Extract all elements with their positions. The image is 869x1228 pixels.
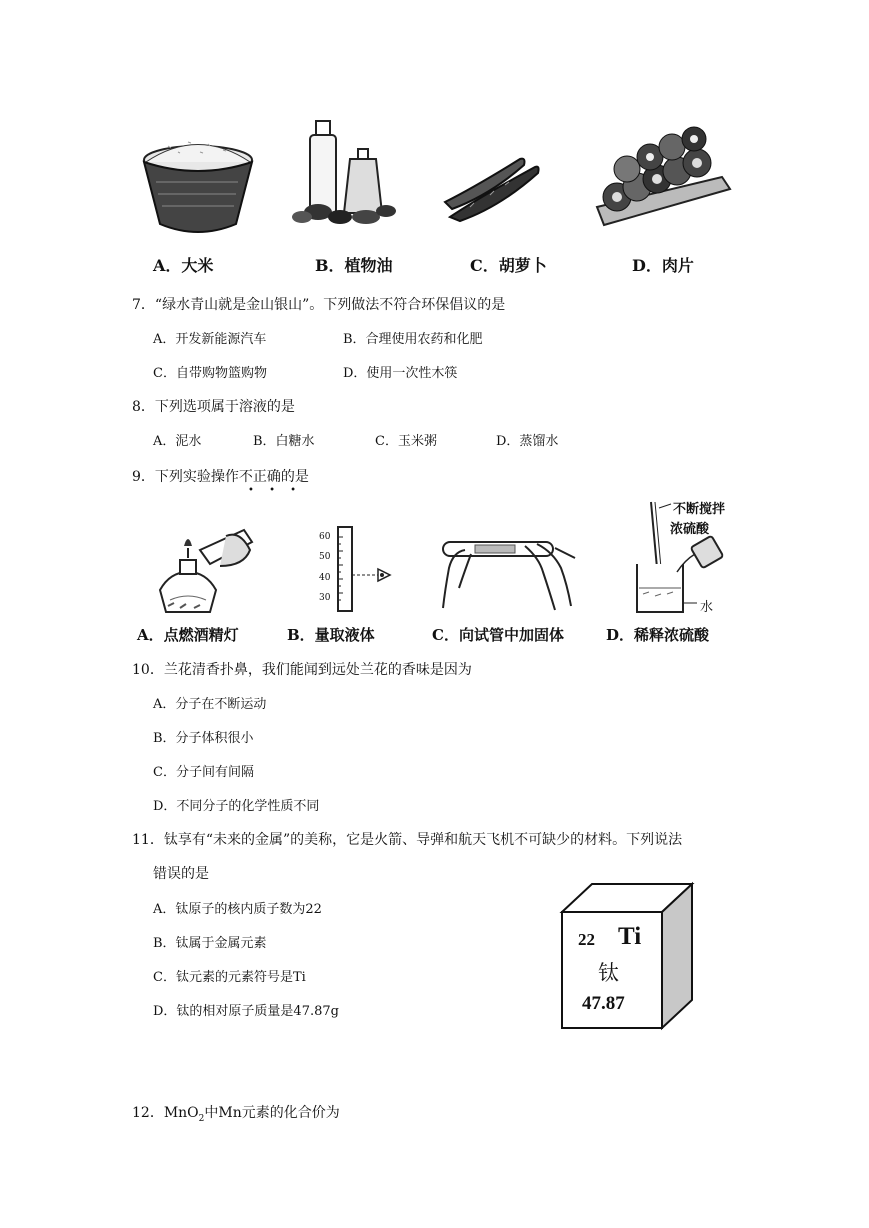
- titanium-element-cube: [558, 880, 698, 1035]
- q8-option-b: B．白糖水: [253, 434, 315, 449]
- q9-caption-b: B．量取液体: [287, 626, 375, 644]
- question-10-stem: 10．兰花清香扑鼻，我们能闻到远处兰花的香味是因为: [132, 662, 472, 678]
- emphasis-dots: • • •: [248, 485, 303, 496]
- q10-option-d: D．不同分子的化学性质不同: [153, 799, 320, 814]
- food-caption-b: B．植物油: [315, 256, 393, 275]
- q11-option-b: B．钛属于金属元素: [153, 936, 267, 951]
- label-conc-acid: 浓硫酸: [670, 522, 710, 537]
- meat-slices-image: [592, 117, 732, 232]
- q7-option-d: D．使用一次性木筷: [343, 366, 458, 381]
- question-7-stem: 7．“绿水青山就是金山银山”。下列做法不符合环保倡议的是: [132, 297, 506, 313]
- test-tube-solid-image: [425, 528, 585, 618]
- lighting-alcohol-lamp-image: [140, 520, 260, 620]
- q12-suffix: 中Mn元素的化合价为: [204, 1105, 340, 1121]
- question-11-stem-line1: 11．钛享有“未来的金属”的美称，它是火箭、导弹和航天飞机不可缺少的材料。下列说法: [132, 832, 683, 848]
- q7-option-a: A．开发新能源汽车: [153, 332, 267, 347]
- q11-option-c: C．钛元素的元素符号是Ti: [153, 970, 306, 985]
- vegetable-oil-image: [288, 117, 403, 227]
- food-caption-a: A．大米: [153, 256, 214, 275]
- label-stir: 不断搅拌: [673, 502, 726, 517]
- question-8-stem: 8．下列选项属于溶液的是: [132, 399, 295, 415]
- q9-caption-d: D．稀释浓硫酸: [606, 626, 710, 644]
- cylinder-tick-50: 50: [319, 552, 331, 562]
- q11-option-a: A．钛原子的核内质子数为22: [153, 902, 322, 917]
- element-atomic-number: 22: [578, 930, 595, 949]
- question-11-stem-line2: 错误的是: [153, 866, 209, 882]
- q10-option-a: A．分子在不断运动: [153, 697, 267, 712]
- q8-option-d: D．蒸馏水: [496, 434, 559, 449]
- element-atomic-mass: 47.87: [582, 993, 625, 1014]
- q8-option-c: C．玉米粥: [375, 434, 437, 449]
- food-caption-d: D．肉片: [632, 256, 694, 275]
- question-12-stem: [132, 1102, 340, 1124]
- q12-subscript: 2: [198, 1113, 205, 1124]
- label-water: 水: [700, 600, 714, 615]
- q8-option-a: A．泥水: [153, 434, 202, 449]
- q7-option-c: C．自带购物篮购物: [153, 366, 267, 381]
- carrot-image: [440, 147, 550, 227]
- rice-bowl-image: [138, 132, 258, 242]
- cylinder-tick-40: 40: [319, 573, 331, 583]
- q7-option-b: B．合理使用农药和化肥: [343, 332, 483, 347]
- q11-option-d: D．钛的相对原子质量是47.87g: [153, 1004, 339, 1019]
- question-9-stem: 9．下列实验操作不正确的是: [132, 469, 309, 485]
- element-symbol: Ti: [618, 923, 642, 950]
- q10-option-c: C．分子间有间隔: [153, 765, 254, 780]
- q9-caption-c: C．向试管中加固体: [432, 626, 564, 644]
- cylinder-tick-60: 60: [319, 532, 331, 542]
- cylinder-tick-30: 30: [319, 593, 331, 603]
- food-caption-c: C．胡萝卜: [470, 256, 547, 275]
- q12-prefix: 12．MnO: [132, 1105, 199, 1121]
- q9-caption-a: A．点燃酒精灯: [137, 626, 239, 644]
- q10-option-b: B．分子体积很小: [153, 731, 254, 746]
- element-name: 钛: [598, 961, 619, 985]
